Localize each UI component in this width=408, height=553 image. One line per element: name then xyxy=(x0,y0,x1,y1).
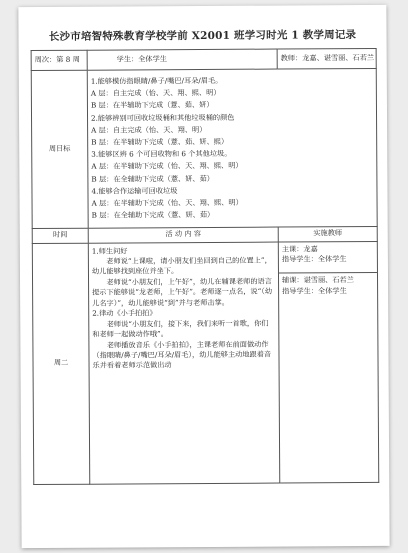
teacher-assist-box xyxy=(279,273,377,304)
day-label: 周二 xyxy=(32,243,89,484)
goal-line: B 层：在半辅助下完成（薏、茹、妍、熙） xyxy=(91,136,229,147)
goals-content xyxy=(87,68,377,227)
teacher-main-line: 指导学生：全体学生 xyxy=(281,254,347,264)
teacher-cell xyxy=(278,241,378,483)
document-title: 长沙市培智特殊教育学校学前 X2001 班学习时光 1 教学周记录 xyxy=(48,29,357,43)
goal-line: B 层：在全辅助下完成（薏、妍、茹） xyxy=(91,210,215,221)
goal-line: A 层：自主完成（怡、天、翔、明） xyxy=(91,124,207,135)
weekly-record-table xyxy=(31,48,380,485)
students-text: 学生：全体学生 xyxy=(116,54,168,64)
goal-line: 4.能够合作运输可回收垃圾 xyxy=(91,186,178,196)
activity-paragraph: 老师说“上课啦，请小朋友们坐回到自己的位置上”，幼儿能够找到座位并坐下。 xyxy=(91,255,272,277)
goal-line: 2.能够辨别可回收垃圾桶和其他垃圾桶的颜色 xyxy=(91,112,235,123)
goal-line: B 层：在全辅助下完成（薏、妍、茹） xyxy=(91,173,215,184)
teachers-cell: 教师：龙嘉、谌雪丽、石若兰 xyxy=(277,48,376,69)
activities-cell xyxy=(88,242,279,484)
activity-paragraph: 老师播放音乐《小手拍拍》，主课老师在前面做动作（指眼睛/鼻子/嘴巴/耳朵/眉毛），幼儿能够主动地跟着音乐并看着老师示范做出动 xyxy=(92,339,272,371)
info-row xyxy=(31,48,376,70)
goal-line: A 层：在半辅助下完成（怡、天、翔、熙、明） xyxy=(91,161,243,172)
teacher-main-box xyxy=(279,242,377,274)
document-page xyxy=(18,5,389,548)
students-cell xyxy=(87,49,277,70)
week-cell: 周次：第 8 周 xyxy=(31,50,87,70)
goal-line: 1.能够模仿指眼睛/鼻子/嘴巴/耳朵/眉毛。 xyxy=(90,75,223,86)
teacher-assist-line: 指导学生：全体学生 xyxy=(282,286,347,296)
goal-line: 3.能够区辨 6 个可回收物和 6 个其他垃圾。 xyxy=(91,149,232,159)
goals-label: 周目标 xyxy=(31,70,88,228)
day-row xyxy=(32,241,378,484)
teacher-assist-line: 辅课：谌雪丽、石若兰 xyxy=(281,275,354,286)
goal-line: A 层：在半辅助下完成（怡、天、翔、熙、明） xyxy=(91,197,243,208)
goal-line: A 层：自主完成（怡、天、翔、熙、明） xyxy=(90,87,221,98)
teacher-main-line: 主课：龙嘉 xyxy=(281,243,318,254)
activity-paragraph: 老师说“小朋友们，上午好”，幼儿在辅课老师的语言提示下能够说“龙老师，上午好”。老师逐一点名，说“（幼儿名字）”，幼儿能够说“到”并与老师击掌。 xyxy=(92,276,273,308)
header-teacher: 实施教师 xyxy=(278,226,377,242)
activity-paragraph: 老师说“小朋友们，接下来，我们来听一首歌，你们和老师一起做动作哦”。 xyxy=(92,318,269,339)
goal-line: B 层：在半辅助下完成（薏、茹、妍） xyxy=(90,100,214,110)
header-time: 时间 xyxy=(32,228,88,243)
activity-heading: 2.律动《小手拍拍》 xyxy=(92,308,157,318)
activity-heading: 1.师生问好 xyxy=(91,246,128,256)
goals-row xyxy=(31,68,377,228)
header-content: 活 动 内 容 xyxy=(88,227,278,243)
